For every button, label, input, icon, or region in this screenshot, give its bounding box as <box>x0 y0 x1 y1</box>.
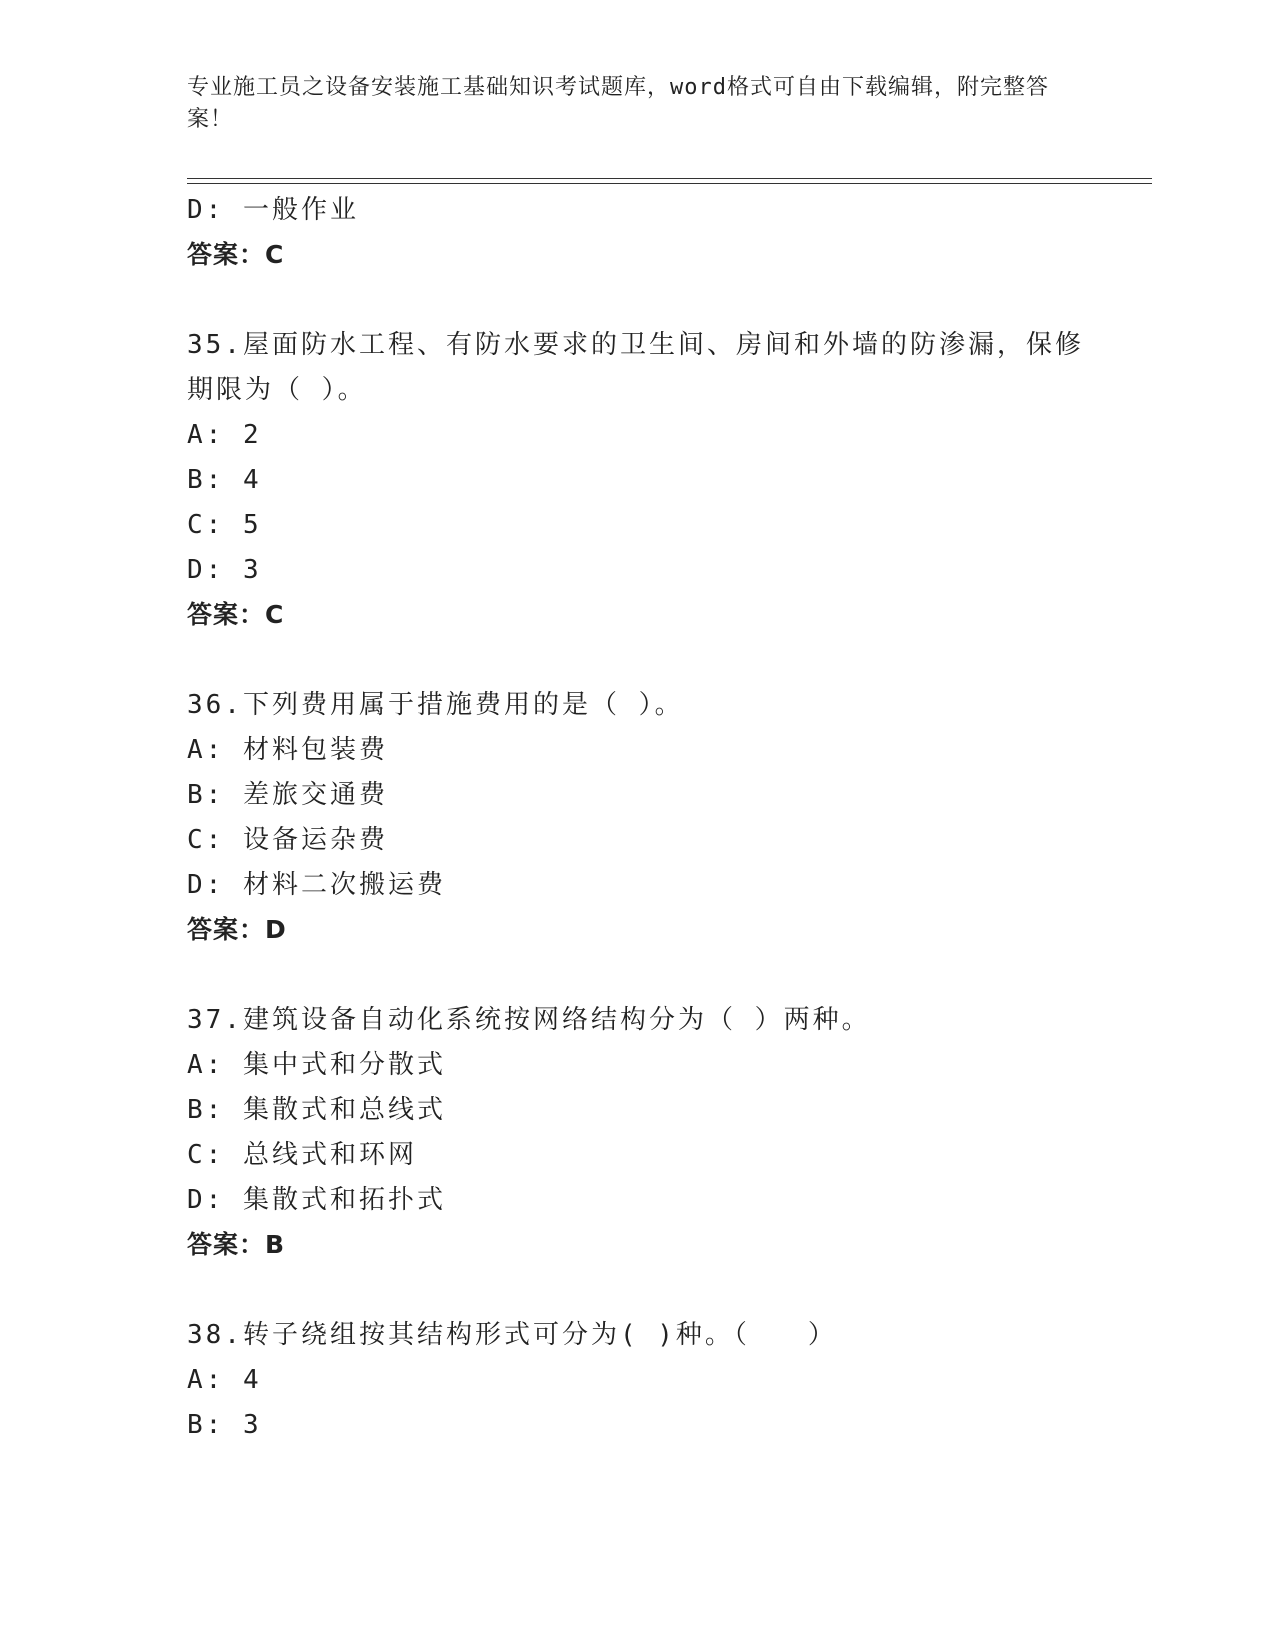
question-35-stem-cont: 期限为（ ）。 <box>187 375 367 405</box>
header-divider-bottom <box>187 183 1152 184</box>
question-36-option-c: C: 设备运杂费 <box>187 825 388 855</box>
question-37-stem: 37.建筑设备自动化系统按网络结构分为（ ）两种。 <box>187 1005 871 1035</box>
question-38-option-a: A: 4 <box>187 1365 262 1395</box>
document-header: 专业施工员之设备安装施工基础知识考试题库，word格式可自由下载编辑，附完整答案！ <box>187 75 1049 132</box>
question-35-option-d: D: 3 <box>187 555 262 585</box>
question-35-stem: 35.屋面防水工程、有防水要求的卫生间、房间和外墙的防渗漏，保修 <box>187 330 1084 360</box>
header-divider-top <box>187 178 1152 179</box>
question-38-stem: 38.转子绕组按其结构形式可分为( )种。（ ） <box>187 1320 837 1350</box>
question-35-option-a: A: 2 <box>187 420 262 450</box>
question-35-option-c: C: 5 <box>187 510 262 540</box>
question-37-option-b: B: 集散式和总线式 <box>187 1095 446 1125</box>
option-d: D: 一般作业 <box>187 195 359 225</box>
question-36-option-a: A: 材料包装费 <box>187 735 388 765</box>
question-37-option-c: C: 总线式和环网 <box>187 1140 417 1170</box>
question-35-option-b: B: 4 <box>187 465 262 495</box>
question-36-option-d: D: 材料二次搬运费 <box>187 870 446 900</box>
question-37-option-a: A: 集中式和分散式 <box>187 1050 446 1080</box>
question-38-option-b: B: 3 <box>187 1410 262 1440</box>
question-37-answer: 答案：B <box>187 1230 286 1259</box>
question-37-option-d: D: 集散式和拓扑式 <box>187 1185 446 1215</box>
question-35-answer: 答案：C <box>187 600 285 629</box>
question-36-option-b: B: 差旅交通费 <box>187 780 388 810</box>
question-36-answer: 答案：D <box>187 915 287 944</box>
answer-line: 答案：C <box>187 240 285 269</box>
question-36-stem: 36.下列费用属于措施费用的是（ ）。 <box>187 690 684 720</box>
